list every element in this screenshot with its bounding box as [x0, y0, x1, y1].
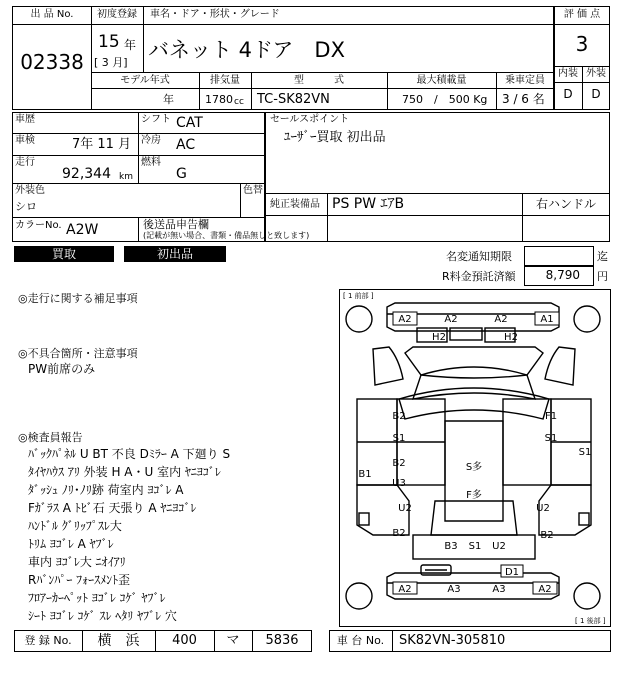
wheel-icon	[574, 306, 600, 332]
aircon-label: 冷房	[141, 135, 161, 146]
ext-color-value: シロ	[15, 200, 37, 213]
load-label: 最大積載量	[416, 75, 467, 86]
driving-remarks-label: ◎走行に関する補足事項	[18, 292, 138, 305]
interior-label: 内装	[558, 68, 578, 79]
damage-mark: A1	[540, 314, 554, 325]
type-label: 型 式	[294, 75, 344, 86]
lot-label: 出 品 No.	[30, 9, 74, 20]
reg-year: 15	[98, 32, 120, 52]
damage-mark: U2	[492, 541, 506, 552]
color-change-label: 色替	[243, 185, 263, 196]
inspector-line: ﾊﾞｯｸﾊﾟﾈﾙ U BT 不良 Dﾐﾗｰ A 下廻り S	[28, 447, 231, 461]
damage-mark: A3	[447, 584, 461, 595]
rear-tag: [ 1 後部 ]	[575, 617, 606, 625]
aircon-value: AC	[176, 137, 196, 153]
buy-badge: 買取	[14, 246, 114, 262]
mileage-unit: km	[119, 172, 133, 182]
chassis-number: SK82VN-305810	[399, 633, 506, 648]
first-listing-badge: 初出品	[124, 246, 226, 262]
inspection-value: 7年 11 月	[72, 137, 132, 152]
handle-value: 右ハンドル	[535, 197, 596, 211]
name-label: 車名・ドア・形状・グレード	[150, 9, 280, 20]
interior-grade: D	[563, 87, 573, 101]
damage-mark: F多	[466, 490, 482, 501]
damage-mark: B2	[392, 458, 406, 469]
defect-label: ◎不具合箇所・注意事項	[18, 347, 138, 360]
damage-mark: A2	[538, 584, 552, 595]
damage-mark: B1	[358, 469, 372, 480]
wheel-icon	[346, 306, 372, 332]
history-label: 車歴	[15, 114, 35, 125]
inspector-line: ﾌﾛｱｰｶｰﾍﾟｯﾄ ﾖｺﾞﾚ ｺｹﾞ ﾔﾌﾞﾚ	[28, 591, 166, 605]
damage-mark: B2	[392, 528, 406, 539]
inspector-line: Rﾊﾞﾝﾊﾟｰ ﾌｫｰｽﾒﾝﾄ歪	[28, 573, 131, 587]
inspector-line: Fｶﾞﾗｽ A ﾄﾋﾞ石 天張り A ﾔﾆﾖｺﾞﾚ	[28, 501, 197, 515]
damage-mark: U2	[536, 503, 550, 514]
wheel-icon	[574, 583, 600, 609]
reg-label: 初度登録	[97, 9, 137, 20]
inspector-line: ﾄﾘﾑ ﾖｺﾞﾚ A ﾔﾌﾞﾚ	[28, 537, 114, 551]
color-no-label: カラーNo.	[15, 220, 62, 231]
inspector-label: ◎検査員報告	[18, 431, 83, 444]
inspector-line: ｼｰﾄ ﾖｺﾞﾚ ｺｹﾞ ｽﾚ ﾍﾀﾘ ﾔﾌﾞﾚ 穴	[28, 609, 177, 623]
reg-kana: マ	[226, 633, 240, 648]
shift-value: CAT	[176, 115, 203, 131]
recycle-value: 8,790	[545, 268, 580, 282]
damage-mark: D1	[504, 567, 520, 578]
capacity-value: 3 / 6 名	[502, 92, 545, 106]
damage-mark: A3	[492, 584, 506, 595]
damage-mark: S1	[468, 541, 482, 552]
damage-mark: S1	[544, 433, 558, 444]
aftermarket-note: (記載が無い場合、書類・備品無しと致します)	[143, 231, 310, 240]
defect-text: PW前席のみ	[28, 362, 96, 376]
chassis-label: 車 台 No.	[336, 634, 385, 647]
reg-no-label: 登 録 No.	[24, 634, 72, 647]
mileage-value: 92,344	[62, 166, 111, 182]
damage-mark: S1	[578, 447, 592, 458]
damage-mark: H2	[432, 332, 446, 343]
inspector-line: 車内 ﾖｺﾞﾚ大 ﾆｵｲｱﾘ	[28, 555, 126, 569]
transfer-label: 名変通知期限	[446, 250, 512, 263]
car-name: バネット 4ドア DX	[148, 38, 345, 62]
capacity-label: 乗車定員	[505, 75, 545, 86]
transfer-unit: 迄	[597, 250, 608, 263]
equipment-value: PS PW ｴｱB	[332, 196, 405, 212]
exterior-label: 外装	[586, 68, 606, 79]
reg-area: 横 浜	[97, 633, 140, 649]
damage-mark: H2	[504, 332, 518, 343]
damage-mark: A2	[444, 314, 458, 325]
recycle-label: R料金預託済額	[442, 270, 516, 283]
sales-point-text: ﾕｰｻﾞｰ買取 初出品	[284, 130, 386, 145]
damage-mark: S多	[465, 462, 483, 473]
damage-mark: A2	[398, 584, 412, 595]
damage-mark: A2	[494, 314, 508, 325]
displacement-label: 排気量	[210, 75, 240, 86]
reg-class: 400	[172, 633, 197, 648]
score-label: 評 価 点	[563, 9, 601, 20]
displacement-unit: cc	[234, 97, 244, 107]
fuel-value: G	[176, 166, 187, 182]
sales-point-label: セールスポイント	[270, 114, 350, 125]
damage-mark: F1	[544, 411, 558, 422]
mileage-label: 走行	[15, 157, 35, 168]
damage-mark: B3	[444, 541, 458, 552]
damage-mark: B2	[540, 530, 554, 541]
front-tag: [ 1 前部 ]	[343, 292, 374, 300]
fuel-label: 燃料	[141, 157, 161, 168]
damage-mark: U3	[392, 478, 406, 489]
damage-mark: A2	[398, 314, 412, 325]
damage-mark: U2	[398, 503, 412, 514]
load-value: 750 / 500 Kg	[402, 93, 488, 106]
color-no-value: A2W	[66, 222, 99, 238]
reg-number: 5836	[265, 633, 299, 648]
inspector-line: ﾀﾞｯｼｭ ﾉﾘ･ﾉﾘ跡 荷室内 ﾖｺﾞﾚ A	[28, 483, 184, 497]
lot-number: 02338	[20, 50, 84, 74]
car-damage-diagram	[339, 289, 611, 627]
exterior-grade: D	[591, 87, 601, 101]
displacement-value: 1780	[205, 93, 233, 106]
inspection-label: 車検	[15, 135, 35, 146]
damage-mark: S1	[392, 433, 406, 444]
shift-label: シフト	[141, 114, 171, 125]
model-year-label: モデル年式	[120, 75, 170, 86]
wheel-icon	[346, 583, 372, 609]
damage-mark: B2	[392, 411, 406, 422]
model-code: TC-SK82VN	[257, 92, 330, 107]
ext-color-label: 外装色	[15, 185, 45, 196]
transfer-value-box	[524, 246, 594, 266]
inspector-line: ﾊﾝﾄﾞﾙ ｸﾞﾘｯﾌﾟｽﾚ大	[28, 519, 122, 533]
recycle-unit: 円	[597, 270, 608, 283]
inspector-line: ﾀｲﾔﾊｳｽ ｱﾘ 外装 H A・U 室内 ﾔﾆﾖｺﾞﾚ	[28, 465, 221, 479]
aftermarket-label: 後送品申告欄	[143, 218, 209, 231]
model-year-unit: 年	[163, 93, 174, 106]
reg-month: [ 3 月]	[94, 56, 128, 69]
equipment-label: 純正装備品	[270, 199, 320, 210]
score-value: 3	[575, 32, 589, 56]
reg-year-unit: 年	[124, 38, 137, 52]
